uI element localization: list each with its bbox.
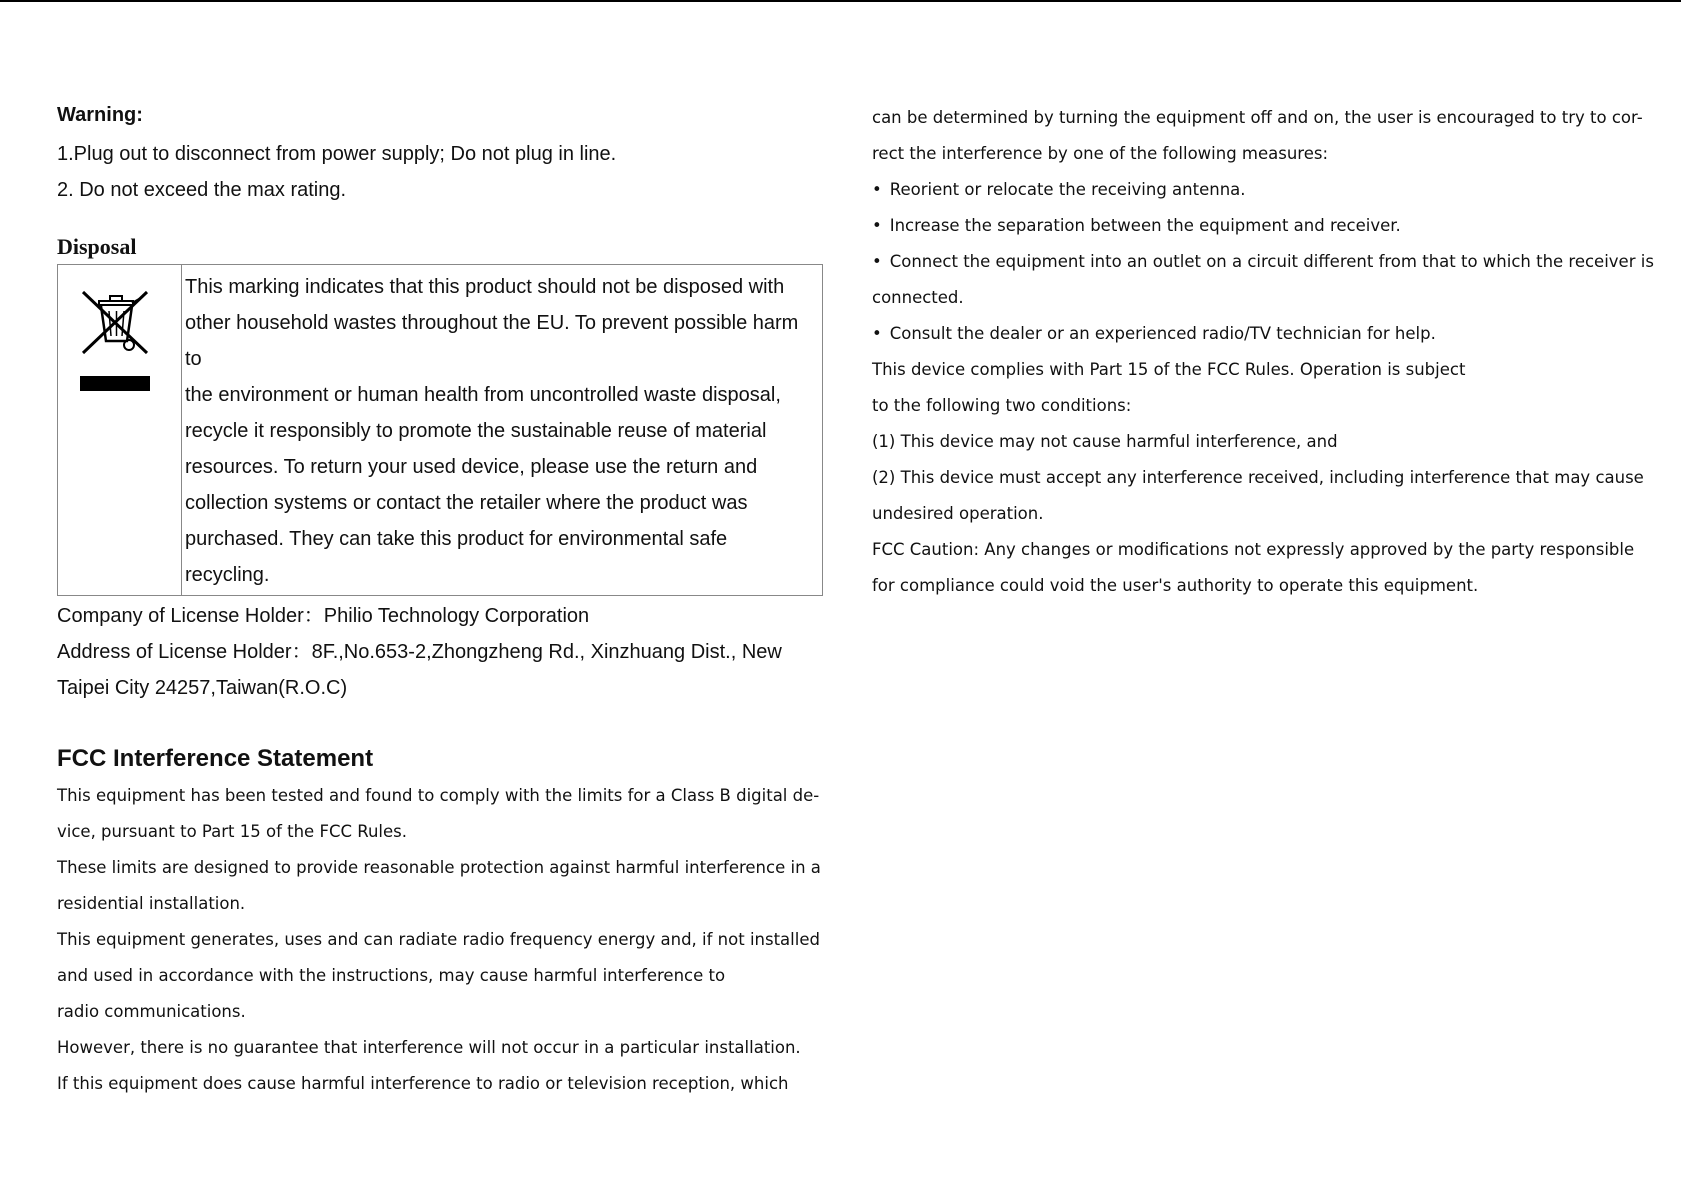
measure-continuation: connected. [872, 288, 964, 307]
warning-title: Warning: [57, 104, 143, 126]
fcc-text-line: and used in accordance with the instructions, may cause harmful interference to [57, 966, 726, 985]
measure-item [872, 316, 1632, 352]
warning-item: 1.Plug out to disconnect from power supply; Do not plug in line. [57, 143, 617, 165]
bullet-icon: • [872, 216, 882, 235]
disposal-text-line: other household wastes throughout the EU. To prevent possible harm to [185, 312, 799, 370]
license-company: Company of License Holder：Philio Technology Corporation [57, 605, 590, 627]
fcc-text-line: vice, pursuant to Part 15 of the FCC Rules. [57, 822, 407, 841]
measure-text: Connect the equipment into an outlet on a circuit different from that to which the receiver is [889, 252, 1654, 271]
top-border-line [0, 0, 1681, 2]
disposal-text-line: recycle it responsibly to promote the sustainable reuse of material [185, 420, 767, 442]
fcc-text-line: rect the interference by one of the following measures: [872, 144, 1329, 163]
left-column [57, 100, 827, 1102]
bullet-icon: • [872, 180, 882, 199]
disposal-text-line: the environment or human health from uncontrolled waste disposal, [185, 384, 781, 406]
measure-text: Consult the dealer or an experienced radio/TV technician for help. [889, 324, 1436, 343]
fcc-text-line: If this equipment does cause harmful interference to radio or television reception, which [57, 1074, 789, 1093]
license-address: Address of License Holder：8F.,No.653-2,Zhongzheng Rd., Xinzhuang Dist., New [57, 641, 782, 663]
measure-text: Increase the separation between the equipment and receiver. [889, 216, 1401, 235]
fcc-caution-line: FCC Caution: Any changes or modifications not expressly approved by the party responsible [872, 540, 1635, 559]
fcc-text-line: This equipment generates, uses and can radiate radio frequency energy and, if not installed [57, 930, 820, 949]
fcc-text-line: can be determined by turning the equipment off and on, the user is encouraged to try to cor- [872, 108, 1643, 127]
fcc-text-line: This equipment has been tested and found to comply with the limits for a Class B digital de- [57, 786, 820, 805]
disposal-text-line: collection systems or contact the retailer where the product was [185, 492, 748, 514]
license-holder-info [57, 598, 827, 706]
bin-underline-bar [80, 376, 150, 391]
disposal-text-line: purchased. They can take this product for environmental safe recycling. [185, 528, 728, 586]
fcc-text-line: (1) This device may not cause harmful interference, and [872, 432, 1338, 451]
fcc-text-line: This device complies with Part 15 of the FCC Rules. Operation is subject [872, 360, 1466, 379]
disposal-title: Disposal [57, 234, 137, 259]
fcc-text-line: undesired operation. [872, 504, 1044, 523]
measure-item [872, 172, 1632, 208]
license-address-continued: Taipei City 24257,Taiwan(R.O.C) [57, 677, 348, 699]
warning-item: 2. Do not exceed the max rating. [57, 179, 347, 201]
fcc-text-line: (2) This device must accept any interference received, including interference that may cause [872, 468, 1644, 487]
fcc-caution-line: for compliance could void the user's authority to operate this equipment. [872, 576, 1479, 595]
disposal-text-line: resources. To return your used device, please use the return and [185, 456, 758, 478]
measure-text: Reorient or relocate the receiving antenna. [889, 180, 1246, 199]
disposal-text-line: This marking indicates that this product should not be disposed with [185, 276, 785, 298]
measure-item [872, 244, 1654, 280]
fcc-text-line: However, there is no guarantee that interference will not occur in a particular installation. [57, 1038, 801, 1057]
disposal-table [57, 264, 823, 596]
right-column [872, 100, 1654, 604]
bullet-icon: • [872, 252, 882, 271]
fcc-text-line: radio communications. [57, 1002, 246, 1021]
fcc-text-line: residential installation. [57, 894, 246, 913]
fcc-text-line: These limits are designed to provide reasonable protection against harmful interference in a [57, 858, 821, 877]
disposal-text [182, 265, 822, 595]
crossed-out-wheelie-bin-icon [79, 289, 153, 357]
disposal-icon-cell [58, 265, 182, 595]
bullet-icon: • [872, 324, 882, 343]
fcc-title: FCC Interference Statement [57, 745, 374, 772]
measure-item [872, 208, 1632, 244]
fcc-text-line: to the following two conditions: [872, 396, 1132, 415]
